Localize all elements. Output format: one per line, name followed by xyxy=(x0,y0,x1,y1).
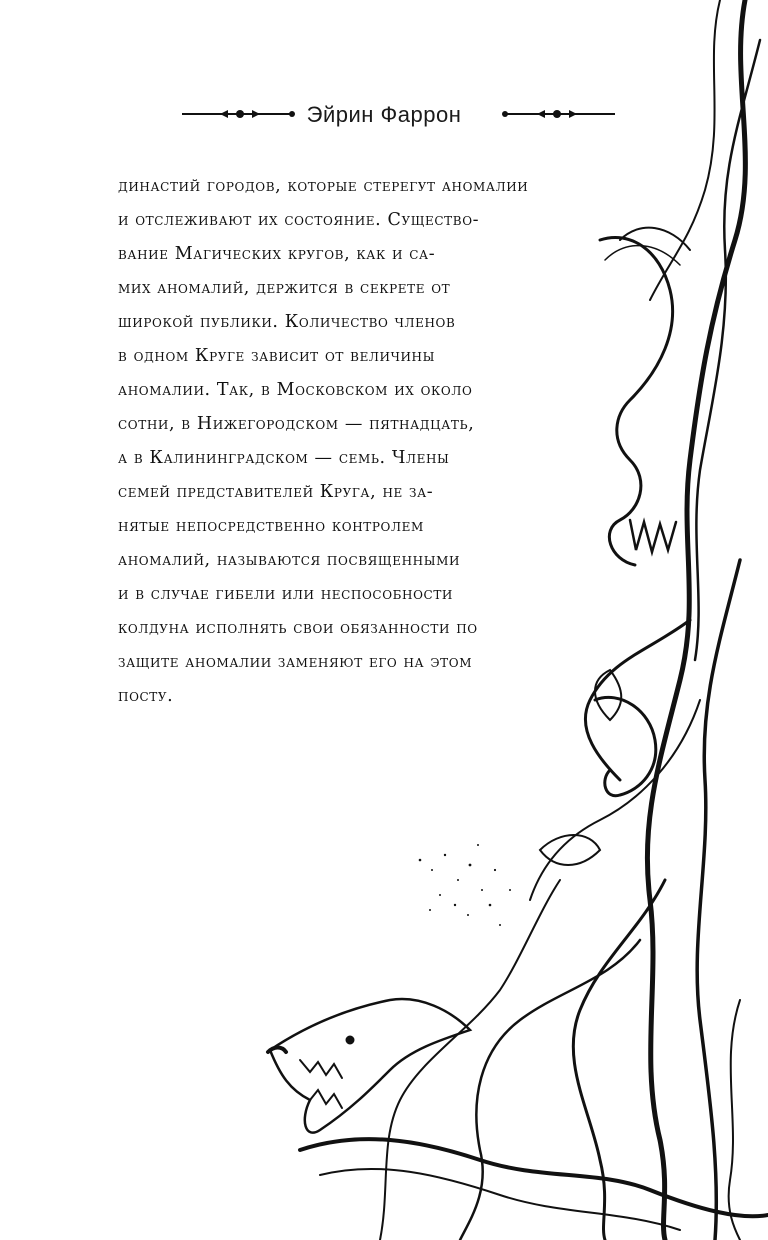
text-line: сотни, в Нижегородском — пятнадцать, xyxy=(118,414,475,434)
text-line: защите аномалии заменяют его на этом xyxy=(118,652,473,672)
text-line: в одном Круге зависит от величины xyxy=(118,346,436,366)
text-line: широкой публики. Количество членов xyxy=(118,312,456,332)
text-line: семей представителей Круга, не за- xyxy=(118,482,434,502)
text-line: и в случае гибели или неспособности xyxy=(118,584,453,604)
text-line: династий городов, которые стерегут аномалии xyxy=(118,176,529,196)
text-line: и отслеживают их состояние. Существо- xyxy=(118,210,480,230)
text-line: посту. xyxy=(118,686,174,706)
text-line: аномалий, называются посвященными xyxy=(118,550,461,570)
text-line: нятые непосредственно контролем xyxy=(118,516,424,536)
ornament-right-icon xyxy=(497,104,617,124)
running-header xyxy=(0,96,768,132)
text-line: мих аномалий, держится в секрете от xyxy=(118,278,451,298)
text-line: а в Калининградском — семь. Члены xyxy=(118,448,450,468)
text-line: аномалии. Так, в Московском их около xyxy=(118,380,473,400)
text-line: колдуна исполнять свои обязанности по xyxy=(118,618,478,638)
text-line: вание Магических кругов, как и са- xyxy=(118,244,436,264)
running-header-title: Эйрин Фаррон xyxy=(306,102,462,127)
